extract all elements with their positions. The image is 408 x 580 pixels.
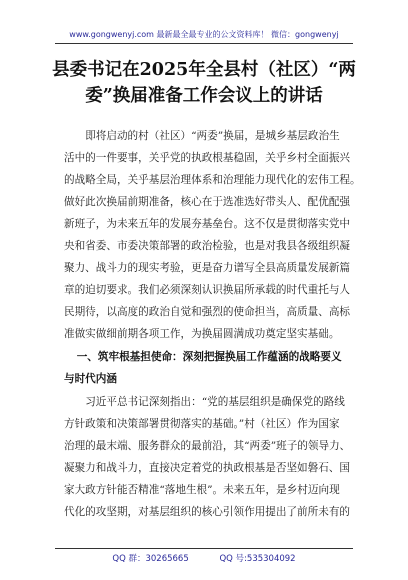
footer-divider [55,548,353,549]
footer-qq-group: QQ 群：30265665 [112,554,189,564]
document-title [40,57,368,109]
title-line-1: 县委书记在2025年全县村（社区）“两 [52,60,356,80]
page-footer [0,548,408,568]
text-line: 方针政策和决策部署贯彻落实的基础。”村（社区）作为国家 [64,418,340,430]
header-divider [55,43,353,44]
text-line: 新班子，为未来五年的发展夯基垒台。这不仅是贯彻落实党中 [64,218,351,230]
text-line: 活中的一件要事，关乎党的执政根基稳固，关乎乡村全面振兴 [64,152,351,164]
text-line: 做好此次换届前期准备，核心在于选准选好带头人、配优配强 [64,196,351,208]
text-line: 凝聚力和战斗力，直接决定着党的执政根基是否坚如磐石、国 [64,462,351,474]
footer-contact [0,552,408,564]
paragraph-intro [64,125,361,345]
footer-qq-number: QQ 号:535304092 [219,554,296,564]
text-line: 即将启动的村（社区）“两委”换届，是城乡基层政治生 [85,130,340,142]
text-line: 章的迫切要求。我们必须深刻认识换届所承载的时代重托与人 [64,284,351,296]
title-line-2: 委”换届准备工作会议上的讲话 [85,86,323,106]
text-line: 央和省委、市委决策部署的政治检验，也是对我县各级组织凝 [64,240,351,252]
text-line: 聚力、战斗力的现实考验，更是奋力谱写全县高质量发展新篇 [64,262,351,274]
page-header [0,0,408,44]
text-line: 民期待，以高度的政治自觉和强烈的使命担当，高质量、高标 [64,306,351,318]
section-heading-1 [64,346,354,390]
paragraph-section-1 [64,391,354,523]
text-line: 家大政方针能否精准“落地生根”。未来五年，是乡村迈向现 [64,484,340,496]
text-line: 习近平总书记深刻指出：“党的基层组织是确保党的路线 [85,396,345,408]
text-line: 的战略全局，关乎基层治理体系和治理能力现代化的宏伟工程。 [64,174,361,186]
heading-line-2: 与时代内涵 [64,373,117,385]
text-line: 治理的最末端、服务群众的最前沿，其“两委”班子的领导力、 [64,440,351,452]
text-line: 代化的攻坚期，对基层组织的核心引领作用提出了前所未有的 [64,506,351,518]
header-website-text: www.gongwenyj.com 最新最全最专业的公文资料库！ 微信：gongwenyj [69,30,339,39]
text-line: 准做实做细前期各项工作，为换届圆满成功奠定坚实基础。 [64,328,340,340]
heading-line-1: 一、筑牢根基担使命：深刻把握换届工作蕴涵的战略要义 [76,351,342,363]
